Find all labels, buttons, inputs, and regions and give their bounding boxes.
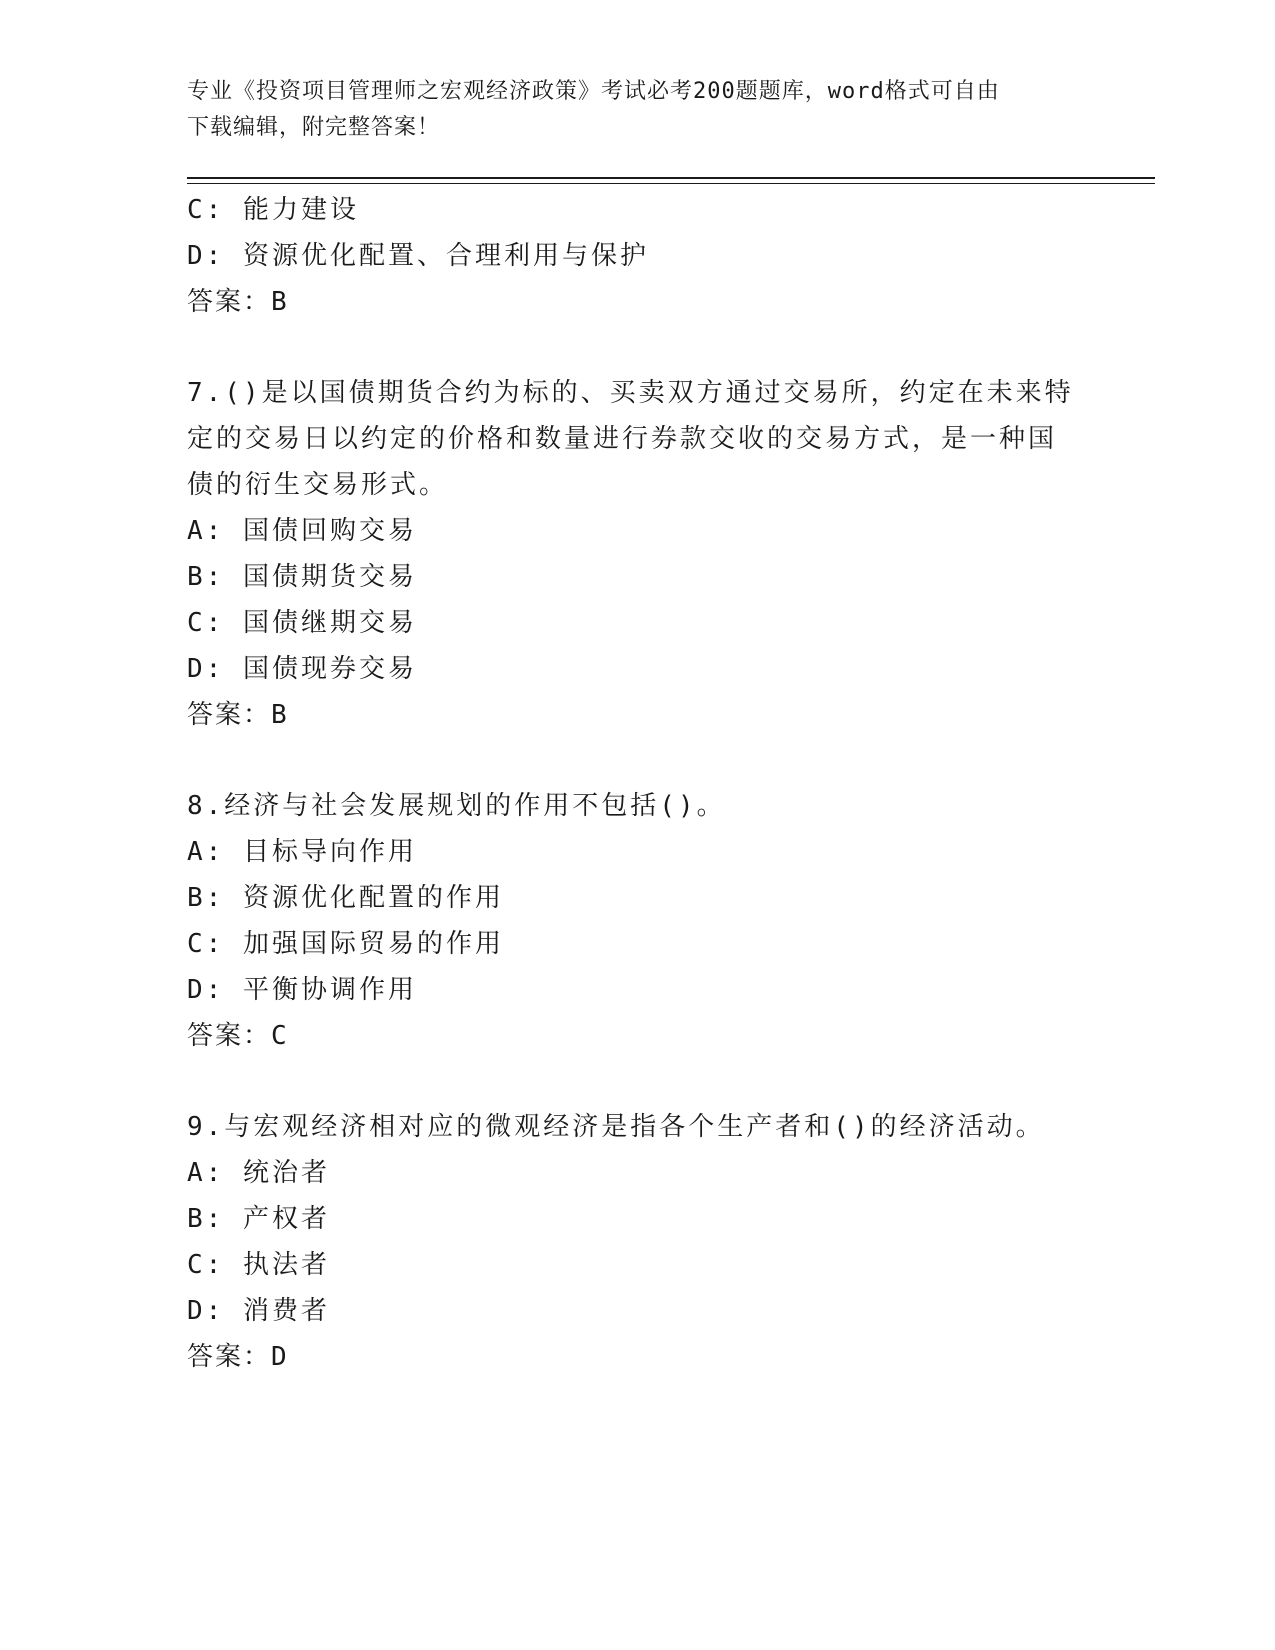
header-rule-thick — [187, 177, 1155, 179]
question-stem-line: 8.经济与社会发展规划的作用不包括()。 — [187, 791, 726, 821]
option-a — [187, 508, 1087, 554]
question-content — [187, 187, 1087, 1380]
option-c — [187, 1242, 1087, 1288]
question-block-9 — [187, 1104, 1087, 1380]
option-label: D: — [187, 975, 225, 1005]
option-text: 能力建设 — [242, 195, 359, 225]
option-label: B: — [187, 562, 225, 592]
option-b — [187, 1196, 1087, 1242]
option-b — [187, 554, 1087, 600]
option-label: B: — [187, 883, 225, 913]
question-block-8 — [187, 783, 1087, 1059]
option-label: C: — [187, 608, 225, 638]
option-text: 国债继期交易 — [242, 608, 417, 638]
option-text: 执法者 — [242, 1250, 330, 1280]
answer-line: 答案：B — [187, 700, 289, 730]
option-label: B: — [187, 1204, 225, 1234]
option-c — [187, 600, 1087, 646]
question-stem-line: 债的衍生交易形式。 — [187, 470, 449, 500]
option-d — [187, 233, 1087, 279]
option-label: A: — [187, 516, 225, 546]
spacer — [187, 1059, 1087, 1104]
page-header — [187, 74, 1067, 146]
option-label: D: — [187, 654, 225, 684]
answer-line: 答案：D — [187, 1342, 289, 1372]
option-text: 消费者 — [242, 1296, 330, 1326]
option-d — [187, 967, 1087, 1013]
option-c — [187, 921, 1087, 967]
answer-line: 答案：B — [187, 287, 289, 317]
question-stem-line: 9.与宏观经济相对应的微观经济是指各个生产者和()的经济活动。 — [187, 1112, 1045, 1142]
header-line-2: 下载编辑，附完整答案！ — [187, 115, 441, 140]
option-label: D: — [187, 241, 225, 271]
option-label: C: — [187, 929, 225, 959]
option-b — [187, 875, 1087, 921]
option-text: 资源优化配置的作用 — [242, 883, 504, 913]
question-stem-line: 7.()是以国债期货合约为标的、买卖双方通过交易所，约定在未来特 — [187, 378, 1074, 408]
option-label: A: — [187, 837, 225, 867]
header-rule-thin — [187, 183, 1155, 184]
spacer — [187, 738, 1087, 783]
answer-line: 答案：C — [187, 1021, 289, 1051]
header-line-1: 专业《投资项目管理师之宏观经济政策》考试必考200题题库，word格式可自由 — [187, 79, 1000, 104]
option-text: 统治者 — [242, 1158, 330, 1188]
option-text: 国债现券交易 — [242, 654, 417, 684]
spacer — [187, 325, 1087, 370]
option-d — [187, 646, 1087, 692]
option-text: 目标导向作用 — [242, 837, 417, 867]
question-block-7 — [187, 370, 1087, 738]
option-text: 资源优化配置、合理利用与保护 — [242, 241, 649, 271]
option-label: C: — [187, 1250, 225, 1280]
question-block-6-continued — [187, 187, 1087, 325]
option-text: 平衡协调作用 — [242, 975, 417, 1005]
option-a — [187, 829, 1087, 875]
option-a — [187, 1150, 1087, 1196]
option-text: 加强国际贸易的作用 — [242, 929, 504, 959]
option-label: A: — [187, 1158, 225, 1188]
option-text: 产权者 — [242, 1204, 330, 1234]
option-label: D: — [187, 1296, 225, 1326]
option-label: C: — [187, 195, 225, 225]
option-d — [187, 1288, 1087, 1334]
option-text: 国债期货交易 — [242, 562, 417, 592]
option-c — [187, 187, 1087, 233]
option-text: 国债回购交易 — [242, 516, 417, 546]
question-stem-line: 定的交易日以约定的价格和数量进行券款交收的交易方式，是一种国 — [187, 424, 1058, 454]
